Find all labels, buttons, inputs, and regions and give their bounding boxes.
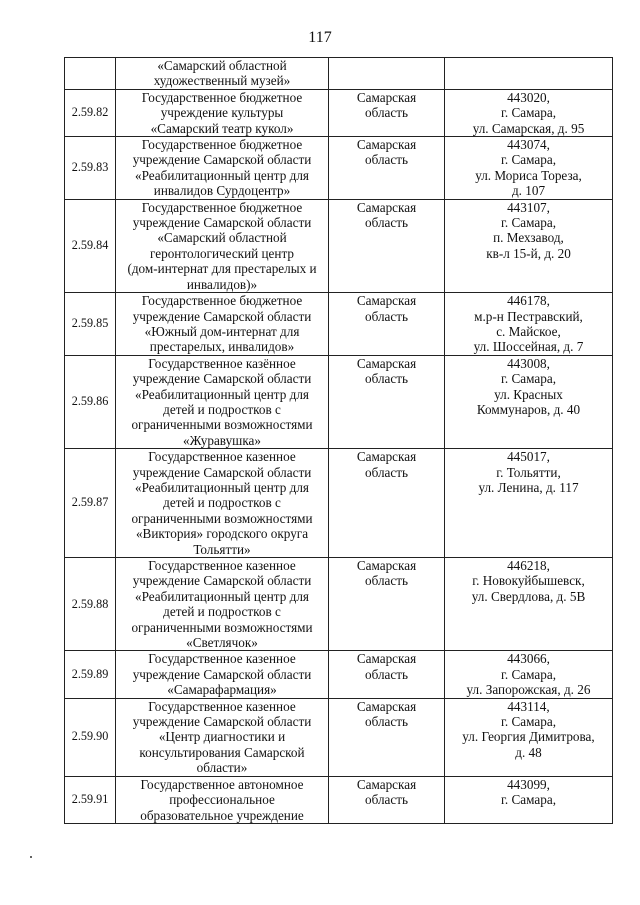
region-line: Самарская (356, 355, 417, 371)
region-cell (329, 199, 445, 292)
institution-name-cell (116, 449, 329, 558)
row-number-cell: 2.59.83 (65, 137, 116, 200)
institution-name-line: Государственное бюджетное (141, 137, 303, 153)
address-line: ул. Шоссейная, д. 7 (473, 339, 584, 355)
institution-name-line: детей и подростков с (163, 495, 281, 511)
institution-name-cell (116, 137, 329, 200)
institution-name-line: (дом-интернат для престарелых и (127, 261, 317, 277)
address-line: г. Новокуйбышевск, (472, 573, 585, 589)
institution-name-line: «Светлячок» (186, 635, 258, 651)
region-cell (329, 776, 445, 823)
address-line: ул. Самарская, д. 95 (472, 120, 585, 136)
institution-name-line: Государственное казенное (148, 651, 296, 667)
institution-name-line: учреждение Самарской области (132, 573, 312, 589)
address-line: 443114, (507, 698, 550, 714)
address-line: г. Тольятти, (496, 464, 561, 480)
institution-name-line: Государственное бюджетное (141, 89, 303, 105)
region-cell (329, 58, 445, 90)
address-line: ул. Георгия Димитрова, (462, 729, 595, 745)
table-row (65, 651, 613, 698)
institution-name-cell (116, 558, 329, 651)
institution-name-line: учреждение Самарской области (132, 308, 312, 324)
institution-name-line: образовательное учреждение (140, 807, 304, 823)
address-cell (445, 776, 613, 823)
institution-name-line: «Реабилитационный центр для (135, 479, 309, 495)
institution-name-line: учреждение Самарской области (132, 371, 312, 387)
row-number-cell: 2.59.87 (65, 449, 116, 558)
institution-name-cell (116, 58, 329, 90)
institution-name-line: Тольятти» (193, 541, 251, 557)
institution-name-cell (116, 293, 329, 356)
address-line: Коммунаров, д. 40 (476, 401, 581, 417)
address-line: ул. Красных (494, 386, 563, 402)
institution-name-line: ограниченными возможностями (131, 619, 313, 635)
institution-name-line: «Реабилитационный центр для (135, 386, 309, 402)
institution-name-line: Государственное казенное (148, 449, 296, 465)
institution-name-line: Государственное бюджетное (141, 199, 303, 215)
region-line: область (364, 792, 409, 808)
institution-name-line: «Самарафармация» (167, 682, 277, 698)
region-cell (329, 355, 445, 448)
region-cell (329, 558, 445, 651)
institution-name-cell (116, 651, 329, 698)
region-line: область (364, 714, 409, 730)
institution-name-line: детей и подростков с (163, 604, 281, 620)
address-cell (445, 89, 613, 136)
table-row (65, 137, 613, 200)
address-line: 446178, (507, 293, 550, 309)
address-cell (445, 58, 613, 90)
address-line: г. Самара, (500, 792, 556, 808)
address-cell (445, 449, 613, 558)
row-number-cell: 2.59.88 (65, 558, 116, 651)
institution-name-line: учреждение Самарской области (132, 152, 312, 168)
institution-name-line: инвалидов Сурдоцентр» (153, 183, 291, 199)
address-line: д. 107 (511, 183, 546, 199)
institution-name-line: учреждение Самарской области (132, 464, 312, 480)
region-line: Самарская (356, 651, 417, 667)
table-row (65, 199, 613, 292)
region-line: Самарская (356, 776, 417, 792)
institution-name-line: «Виктория» городского округа (135, 526, 309, 542)
institution-name-line: детей и подростков с (163, 401, 281, 417)
institution-name-line: Государственное казенное (148, 698, 296, 714)
region-line: Самарская (356, 89, 417, 105)
institution-name-line: учреждение Самарской области (132, 215, 312, 231)
address-line: кв-л 15-й, д. 20 (486, 245, 571, 261)
table-row (65, 776, 613, 823)
institution-name-line: Государственное казенное (148, 558, 296, 573)
region-line: область (364, 573, 409, 589)
institution-name-line: «Самарский областной (157, 58, 287, 73)
address-line: г. Самара, (500, 714, 556, 730)
region-line: область (364, 371, 409, 387)
institution-name-line: ограниченными возможностями (131, 417, 313, 433)
institution-name-cell (116, 89, 329, 136)
table-row (65, 58, 613, 90)
address-line: 443020, (507, 89, 550, 105)
institution-name-line: «Реабилитационный центр для (135, 588, 309, 604)
institution-name-line: «Самарский областной (157, 230, 287, 246)
address-line: 446218, (507, 558, 550, 573)
region-line: Самарская (356, 698, 417, 714)
table-row (65, 698, 613, 776)
address-line: ул. Мориса Тореза, (475, 167, 582, 183)
region-cell (329, 137, 445, 200)
table-row (65, 89, 613, 136)
region-line: область (364, 105, 409, 121)
table-row (65, 293, 613, 356)
institution-name-line: консультирования Самарской (139, 744, 305, 760)
address-line: д. 48 (515, 744, 542, 760)
institution-name-line: Государственное казённое (148, 355, 296, 371)
row-number-cell (65, 58, 116, 90)
institution-name-line: Государственное бюджетное (141, 293, 303, 309)
table-body (65, 58, 613, 824)
address-cell (445, 293, 613, 356)
address-cell (445, 651, 613, 698)
address-line: 445017, (507, 449, 550, 465)
row-number-cell: 2.59.85 (65, 293, 116, 356)
table-row (65, 558, 613, 651)
institution-name-line: Государственное автономное (140, 776, 304, 792)
institution-name-line: «Журавушка» (183, 432, 261, 448)
region-line: область (364, 152, 409, 168)
institution-name-cell (116, 355, 329, 448)
address-line: 443099, (507, 776, 550, 792)
address-cell (445, 137, 613, 200)
page-number: 117 (308, 29, 332, 46)
region-cell (329, 89, 445, 136)
region-cell (329, 293, 445, 356)
address-cell (445, 199, 613, 292)
region-line: область (364, 215, 409, 231)
table-row (65, 355, 613, 448)
address-line: г. Самара, (500, 105, 556, 121)
address-line: г. Самара, (500, 666, 556, 682)
region-line: Самарская (356, 293, 417, 309)
institution-name-line: художественный музей» (153, 73, 291, 89)
institution-name-line: учреждение Самарской области (132, 714, 312, 730)
row-number-cell: 2.59.84 (65, 199, 116, 292)
row-number-cell: 2.59.82 (65, 89, 116, 136)
row-number-cell: 2.59.91 (65, 776, 116, 823)
region-line: Самарская (356, 137, 417, 153)
address-line: с. Майское, (496, 323, 561, 339)
address-line: г. Самара, (500, 371, 556, 387)
institution-name-line: «Южный дом-интернат для (144, 323, 300, 339)
address-line: г. Самара, (500, 152, 556, 168)
institution-name-line: «Самарский театр кукол» (150, 120, 294, 136)
region-cell (329, 651, 445, 698)
address-line: 443066, (507, 651, 550, 667)
region-line: Самарская (356, 449, 417, 465)
region-line: Самарская (356, 199, 417, 215)
institution-name-cell (116, 199, 329, 292)
address-cell (445, 698, 613, 776)
institution-name-line: области» (196, 760, 248, 776)
row-number-cell: 2.59.89 (65, 651, 116, 698)
address-line: м.р-н Пестравский, (474, 308, 583, 324)
region-cell (329, 449, 445, 558)
address-line: 443008, (507, 355, 550, 371)
institution-name-line: учреждение культуры (160, 105, 284, 121)
row-number-cell: 2.59.86 (65, 355, 116, 448)
institution-name-line: инвалидов)» (186, 276, 258, 292)
address-cell (445, 558, 613, 651)
institution-name-line: «Реабилитационный центр для (135, 167, 309, 183)
address-line: 443074, (507, 137, 550, 153)
institutions-table (64, 57, 613, 824)
institution-name-cell (116, 776, 329, 823)
address-cell (445, 355, 613, 448)
institution-name-cell (116, 698, 329, 776)
address-line: 443107, (507, 199, 550, 215)
institution-name-line: геронтологический центр (150, 245, 294, 261)
table-row (65, 449, 613, 558)
address-line: ул. Свердлова, д. 5В (471, 588, 586, 604)
address-line: п. Мехзавод, (493, 230, 564, 246)
region-line: область (364, 666, 409, 682)
address-line: ул. Запорожская, д. 26 (466, 682, 591, 698)
region-line: Самарская (356, 558, 417, 573)
institution-name-line: ограниченными возможностями (131, 510, 313, 526)
region-line: область (364, 464, 409, 480)
address-line: ул. Ленина, д. 117 (478, 479, 579, 495)
institution-name-line: учреждение Самарской области (132, 666, 312, 682)
region-cell (329, 698, 445, 776)
scan-speck (30, 856, 32, 858)
institution-name-line: «Центр диагностики и (158, 729, 286, 745)
address-line: г. Самара, (500, 215, 556, 231)
institution-name-line: престарелых, инвалидов» (149, 339, 295, 355)
row-number-cell: 2.59.90 (65, 698, 116, 776)
institution-name-line: профессиональное (169, 792, 275, 808)
region-line: область (364, 308, 409, 324)
